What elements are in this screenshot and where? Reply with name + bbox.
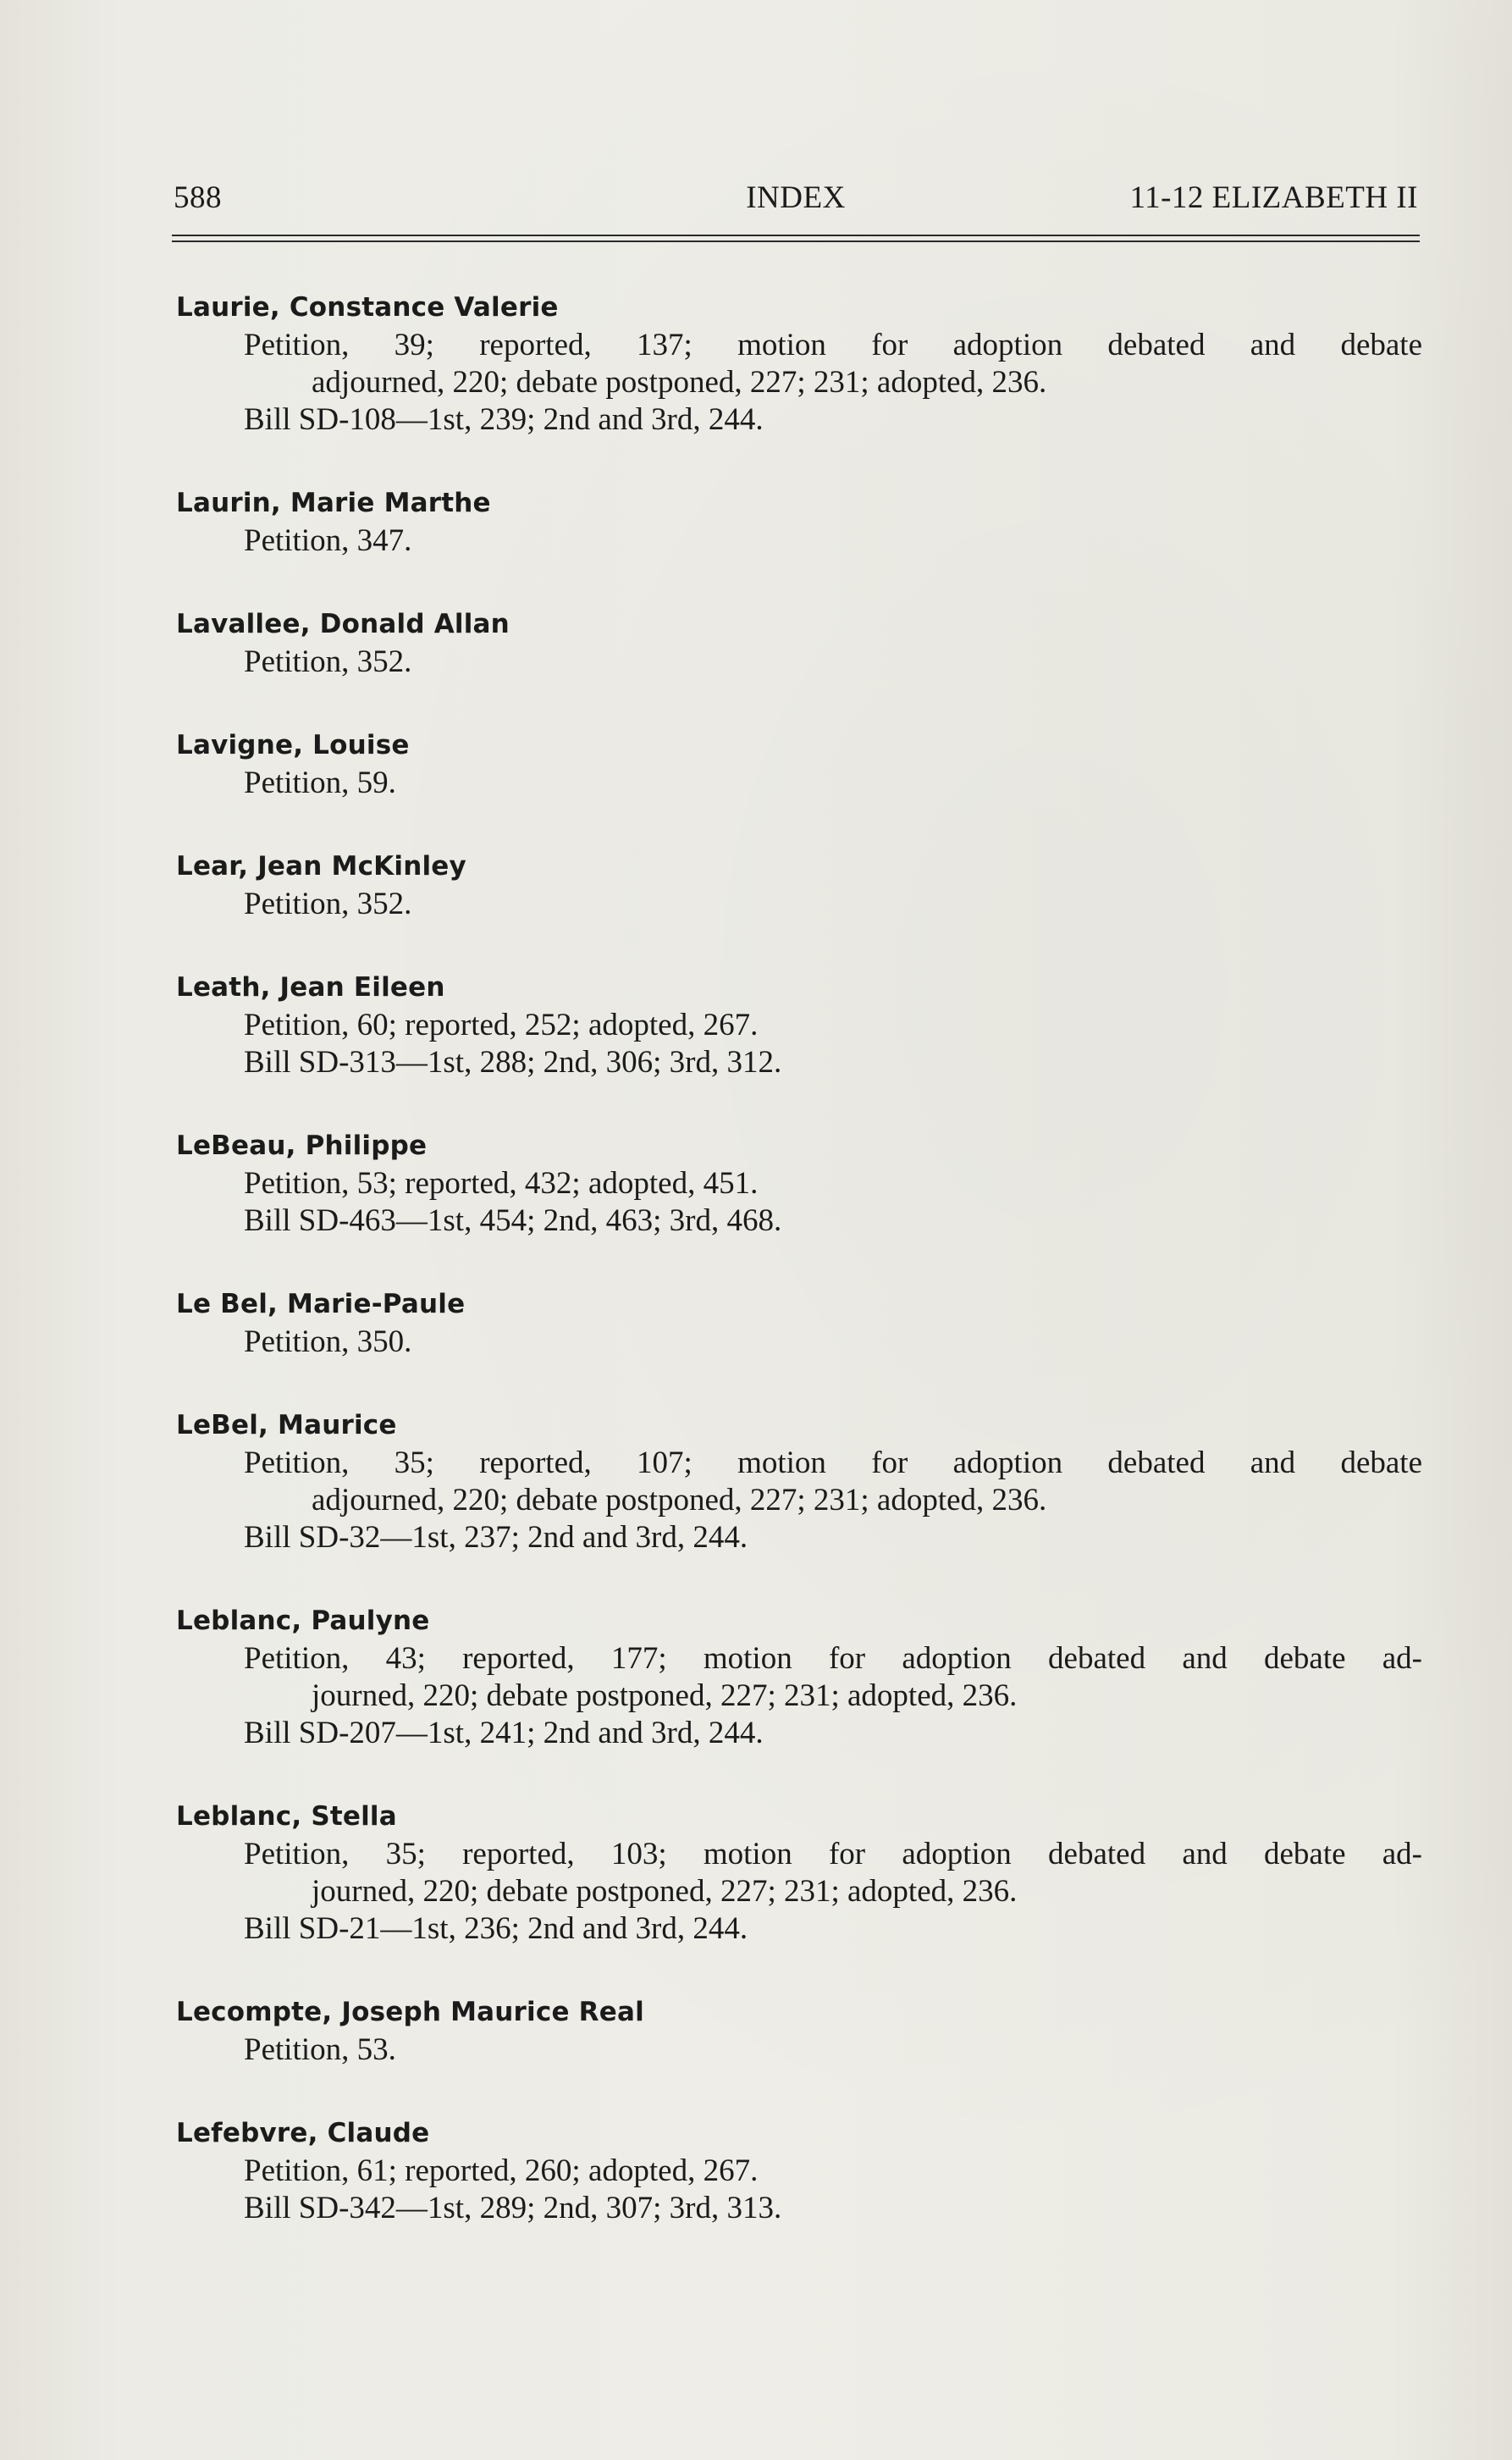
index-entry [176, 847, 1422, 923]
entry-reference-line: Bill SD-21—1st, 236; 2nd and 3rd, 244. [244, 1911, 748, 1946]
entry-name: Leath, Jean Eileen [176, 972, 445, 1003]
entry-reference-line: Petition, 35; reported, 103; motion for adoption debated and debate ad- [244, 1837, 1422, 1871]
entry-reference-line: Petition, 347. [244, 523, 412, 558]
page-number: 588 [174, 180, 222, 215]
section-title: INDEX [746, 180, 846, 215]
entry-name: Lear, Jean McKinley [176, 851, 466, 882]
index-entry [176, 1601, 1422, 1752]
header-double-rule [172, 235, 1420, 246]
entry-reference-line: Petition, 43; reported, 177; motion for adoption debated and debate ad- [244, 1641, 1422, 1676]
entry-name: Lavigne, Louise [176, 730, 410, 760]
entry-reference-line: Petition, 53; reported, 432; adopted, 451. [244, 1166, 759, 1201]
index-entry [176, 1406, 1422, 1556]
volume-title: 11-12 ELIZABETH II [1129, 180, 1418, 215]
entry-reference-line: Petition, 35; reported, 107; motion for adoption debated and debate [244, 1446, 1422, 1480]
entry-continuation-line: adjourned, 220; debate postponed, 227; 231; adopted, 236. [312, 365, 1047, 400]
entry-name: Lefebvre, Claude [176, 2118, 430, 2148]
entry-name: Leblanc, Stella [176, 1801, 397, 1832]
entry-name: LeBeau, Philippe [176, 1130, 428, 1161]
entry-name: Lecompte, Joseph Maurice Real [176, 1997, 644, 2027]
entry-reference-line: Petition, 350. [244, 1324, 412, 1359]
entry-reference-line: Bill SD-342—1st, 289; 2nd, 307; 3rd, 313. [244, 2191, 782, 2225]
index-entry [176, 1797, 1422, 1948]
entry-reference-line: Petition, 60; reported, 252; adopted, 267. [244, 1008, 759, 1042]
index-entries [176, 288, 1422, 2272]
index-entry [176, 1285, 1422, 1361]
entry-name: Lavallee, Donald Allan [176, 609, 510, 639]
entry-name: Laurie, Constance Valerie [176, 292, 559, 323]
entry-reference-line: Petition, 53. [244, 2032, 396, 2067]
entry-reference-line: Petition, 352. [244, 644, 412, 679]
running-header [174, 180, 1418, 222]
entry-continuation-line: adjourned, 220; debate postponed, 227; 231; adopted, 236. [312, 1483, 1047, 1517]
index-entry [176, 605, 1422, 681]
entry-continuation-line: journed, 220; debate postponed, 227; 231; adopted, 236. [312, 1874, 1018, 1909]
index-entry [176, 726, 1422, 802]
index-entry [176, 484, 1422, 560]
entry-name: Laurin, Marie Marthe [176, 488, 491, 518]
index-entry [176, 1126, 1422, 1240]
index-entry [176, 2114, 1422, 2227]
entry-reference-line: Bill SD-32—1st, 237; 2nd and 3rd, 244. [244, 1520, 748, 1555]
entry-continuation-line: journed, 220; debate postponed, 227; 231; adopted, 236. [312, 1678, 1018, 1713]
entry-reference-line: Petition, 39; reported, 137; motion for adoption debated and debate [244, 328, 1422, 362]
index-entry [176, 968, 1422, 1081]
entry-reference-line: Petition, 61; reported, 260; adopted, 267. [244, 2153, 759, 2188]
rule-line [172, 240, 1420, 242]
entry-name: Leblanc, Paulyne [176, 1606, 430, 1636]
entry-reference-line: Petition, 59. [244, 766, 396, 800]
entry-name: LeBel, Maurice [176, 1410, 397, 1440]
entry-reference-line: Bill SD-207—1st, 241; 2nd and 3rd, 244. [244, 1716, 764, 1750]
entry-reference-line: Bill SD-463—1st, 454; 2nd, 463; 3rd, 468. [244, 1203, 782, 1238]
index-entry [176, 288, 1422, 439]
entry-name: Le Bel, Marie-Paule [176, 1289, 466, 1319]
index-entry [176, 1993, 1422, 2069]
entry-reference-line: Petition, 352. [244, 887, 412, 921]
entry-reference-line: Bill SD-313—1st, 288; 2nd, 306; 3rd, 312. [244, 1045, 782, 1080]
entry-reference-line: Bill SD-108—1st, 239; 2nd and 3rd, 244. [244, 402, 764, 437]
rule-line [172, 235, 1420, 236]
